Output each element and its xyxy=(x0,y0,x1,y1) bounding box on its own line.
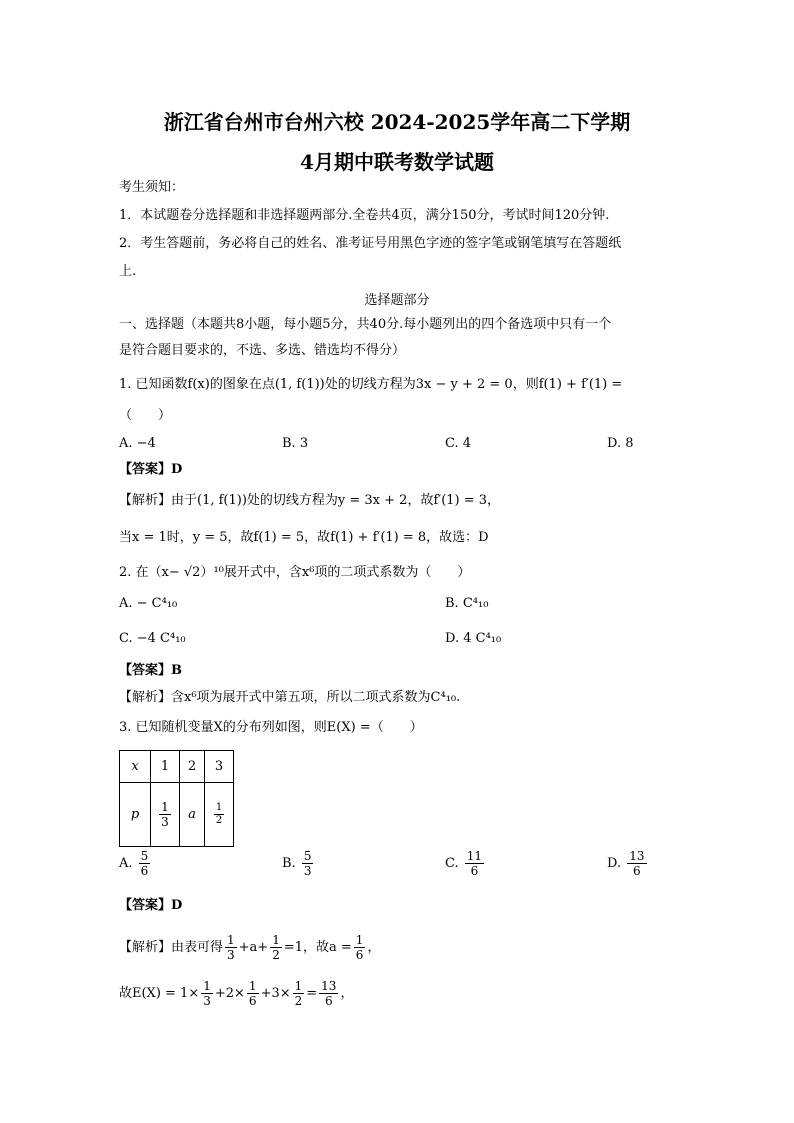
table-prob-3-num: 1 xyxy=(215,802,223,813)
q3-option-b-num: 5 xyxy=(303,849,312,863)
q1-option-a: A. −4 xyxy=(119,436,156,451)
q3-analysis-2-frac1-den: 3 xyxy=(203,994,211,1008)
q2-option-c: C. −4 C⁴₁₀ xyxy=(119,631,186,646)
q2-answer: 【答案】B xyxy=(119,663,182,678)
q3-analysis-1-prefix: 【解析】由表可得 xyxy=(119,940,224,955)
table-header-p: p xyxy=(120,783,151,847)
notice-heading: 考生须知： xyxy=(119,180,185,195)
section-title: 选择题部分 xyxy=(364,293,430,308)
table-prob-1 xyxy=(151,783,180,847)
q3-option-c-letter: C. xyxy=(445,856,459,871)
q1-option-d: D. 8 xyxy=(607,436,634,451)
q3-analysis-2-frac1-num: 1 xyxy=(203,979,211,993)
table-value-1: 1 xyxy=(151,751,180,783)
q1-answer: 【答案】D xyxy=(119,462,183,477)
q3-analysis-1-frac2-den: 2 xyxy=(272,948,280,962)
q3-analysis-1-frac2-num: 1 xyxy=(272,933,280,947)
q3-analysis-2-d: = xyxy=(306,986,318,1001)
table-prob-3 xyxy=(205,783,234,847)
q1-option-b: B. 3 xyxy=(282,436,309,451)
section-intro-1: 一、选择题（本题共8小题，每小题5分，共40分.每小题列出的四个备选项中只有一个 xyxy=(119,317,612,332)
distribution-table xyxy=(119,750,234,847)
q3-analysis-2-prefix: 故E(X) = 1× xyxy=(119,986,200,1001)
q3-analysis-2 xyxy=(119,974,353,1014)
table-prob-2: a xyxy=(180,783,205,847)
q3-option-c-den: 6 xyxy=(470,864,479,878)
q3-analysis-2-c: +3× xyxy=(260,986,291,1001)
notice-item-2b: 上. xyxy=(119,264,137,279)
q2-analysis: 【解析】含x⁶项为展开式中第五项，所以二项式系数为C⁴₁₀. xyxy=(119,690,461,705)
q3-analysis-2-b: +2× xyxy=(214,986,245,1001)
q3-option-b-den: 3 xyxy=(303,864,312,878)
table-header-x: x xyxy=(120,751,151,783)
q3-option-a-den: 6 xyxy=(140,864,149,878)
q3-option-d xyxy=(607,849,649,878)
q3-analysis-2-frac4-den: 6 xyxy=(324,994,333,1008)
q3-option-a xyxy=(119,849,152,878)
q1-analysis-1: 【解析】由于(1, f(1))处的切线方程为y = 3x + 2，故f′(1) = 3， xyxy=(119,493,501,508)
q2-stem: 2. 在（x− √2）¹⁰展开式中，含x⁶项的二项式系数为（ ） xyxy=(119,565,471,580)
q3-analysis-2-end: ， xyxy=(340,986,354,1001)
q1-stem: 1. 已知函数f(x)的图象在点(1, f(1))处的切线方程为3x − y + 2 = 0，则f(1) + f′(1) = xyxy=(119,377,623,392)
q3-analysis-2-frac3-num: 1 xyxy=(294,979,303,993)
q3-analysis-1-frac1-den: 3 xyxy=(227,948,235,962)
q3-option-c-num: 11 xyxy=(466,849,483,863)
q3-option-c xyxy=(445,849,486,878)
table-prob-1-num: 1 xyxy=(161,800,169,814)
q3-analysis-2-frac2-num: 1 xyxy=(248,979,257,993)
section-intro-2: 是符合题目要求的，不选、多选、错选均不得分） xyxy=(119,343,406,358)
notice-item-2a: 2．考生答题前，务必将自己的姓名、准考证号用黑色字迹的签字笔或钢笔填写在答题纸 xyxy=(119,236,622,251)
q3-stem: 3. 已知随机变量X的分布列如图，则E(X) =（ ） xyxy=(119,720,423,735)
table-value-2: 2 xyxy=(180,751,205,783)
q3-analysis-2-frac3-den: 2 xyxy=(294,994,303,1008)
q3-analysis-2-frac4-num: 13 xyxy=(321,979,337,993)
q3-analysis-1-mid: +a+ xyxy=(238,940,269,955)
q1-paren: （ ） xyxy=(119,408,172,423)
table-value-3: 3 xyxy=(205,751,234,783)
exam-title-line1: 浙江省台州市台州六校 2024-2025学年高二下学期 xyxy=(163,110,631,134)
q2-option-d: D. 4 C⁴₁₀ xyxy=(445,631,502,646)
q3-option-a-letter: A. xyxy=(119,856,133,871)
table-prob-1-den: 3 xyxy=(161,815,169,829)
q3-option-b-letter: B. xyxy=(282,856,296,871)
q2-option-a: A. − C⁴₁₀ xyxy=(119,596,178,611)
q1-option-c: C. 4 xyxy=(445,436,472,451)
q3-analysis-1-frac3-den: 6 xyxy=(355,948,364,962)
q2-option-b: B. C⁴₁₀ xyxy=(445,596,489,611)
table-prob-3-den: 2 xyxy=(215,815,223,826)
q3-option-b xyxy=(282,849,315,878)
q3-analysis-1-frac3-num: 1 xyxy=(355,933,364,947)
q3-analysis-1-end: ， xyxy=(367,940,381,955)
q3-analysis-1 xyxy=(119,928,380,968)
q3-analysis-2-frac2-den: 6 xyxy=(248,994,257,1008)
q3-option-d-den: 6 xyxy=(633,864,641,878)
notice-item-1: 1．本试题卷分选择题和非选择题两部分.全卷共4页，满分150分，考试时间120分钟. xyxy=(119,208,610,223)
q3-analysis-1-frac1-num: 1 xyxy=(227,933,235,947)
q3-answer: 【答案】D xyxy=(119,898,183,913)
q3-analysis-1-eq: =1，故a = xyxy=(283,940,352,955)
q3-option-a-num: 5 xyxy=(140,849,149,863)
q1-analysis-2: 当x = 1时，y = 5，故f(1) = 5，故f(1) + f′(1) = 8，故选：D xyxy=(119,530,489,545)
q3-option-d-letter: D. xyxy=(607,856,622,871)
q3-option-d-num: 13 xyxy=(629,849,645,863)
exam-title-line2: 4月期中联考数学试题 xyxy=(300,150,494,174)
